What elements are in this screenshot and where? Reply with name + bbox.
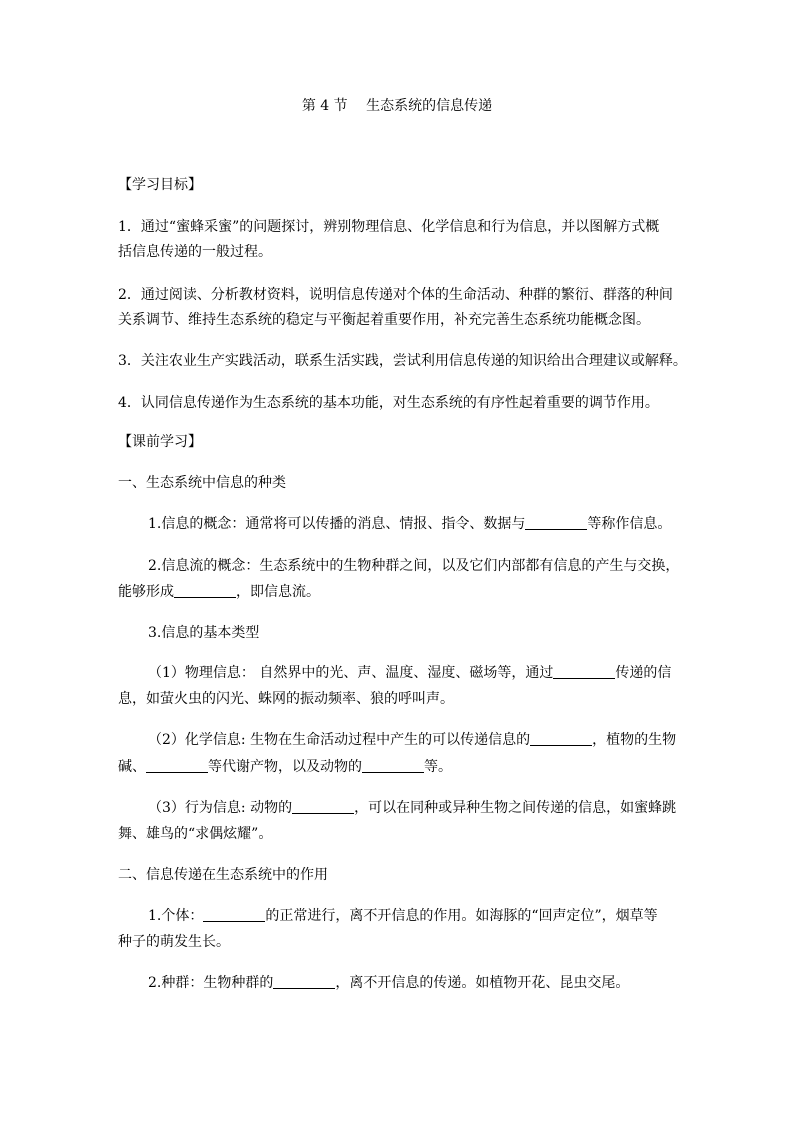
objective-4: 4．认同信息传递作为生态系统的基本功能，对生态系统的有序性起着重要的调节作用。 xyxy=(118,395,659,411)
population-text: 2.种群：生物种群的 xyxy=(148,975,274,991)
behavior-info-line-2: 舞、雄鸟的“求偶炫耀”。 xyxy=(118,826,273,842)
fill-blank[interactable] xyxy=(146,758,208,773)
population-tail: ，离不开信息的传递。如植物开花、昆虫交尾。 xyxy=(335,975,630,991)
chemical-info-tail: ，植物的生物 xyxy=(592,732,677,748)
info-flow-line-1: 2.信息流的概念：生态系统中的生物种群之间，以及它们内部都有信息的产生与交换， xyxy=(148,558,680,574)
chemical-info-text-3: 等代谢产物，以及动物的 xyxy=(208,759,362,775)
objective-3: 3．关注农业生产实践活动，联系生活实践，尝试利用信息传递的知识给出合理建议或解释。 xyxy=(118,353,687,369)
objective-1-line-2: 括信息传递的一般过程。 xyxy=(118,244,272,260)
section-1-heading: 一、生态系统中信息的种类 xyxy=(118,475,286,491)
population-line xyxy=(148,974,629,992)
info-flow-text: 能够形成 xyxy=(118,584,174,600)
fill-blank[interactable] xyxy=(292,799,354,814)
behavior-info-line-1 xyxy=(148,799,676,817)
behavior-info-tail: ，可以在同种或异种生物之间传递的信息，如蜜蜂跳 xyxy=(354,800,677,816)
fill-blank[interactable] xyxy=(362,758,424,773)
fill-blank[interactable] xyxy=(530,731,592,746)
individual-line-1 xyxy=(148,907,658,925)
info-concept-tail: 等称作信息。 xyxy=(587,516,672,532)
chemical-info-line-2 xyxy=(118,758,452,776)
chemical-info-text-2: 碱、 xyxy=(118,759,146,775)
chemical-info-text: （2）化学信息: 生物在生命活动过程中产生的可以传递信息的 xyxy=(148,732,531,748)
chemical-info-tail-2: 等。 xyxy=(424,759,452,775)
behavior-info-text: （3）行为信息: 动物的 xyxy=(148,800,293,816)
fill-blank[interactable] xyxy=(203,907,265,922)
physical-info-tail: 传递的信 xyxy=(615,665,672,681)
section-2-heading: 二、信息传递在生态系统中的作用 xyxy=(118,867,328,883)
objective-1-line-1: 1．通过“蜜蜂采蜜”的问题探讨，辨别物理信息、化学信息和行为信息，并以图解方式概 xyxy=(118,219,660,235)
physical-info-line-2: 息，如萤火虫的闪光、蛛网的振动频率、狼的呼叫声。 xyxy=(118,691,454,707)
info-types-heading: 3.信息的基本类型 xyxy=(148,625,260,641)
fill-blank[interactable] xyxy=(273,974,335,989)
physical-info-text: （1）物理信息： 自然界中的光、声、温度、湿度、磁场等，通过 xyxy=(148,665,554,681)
objective-2-line-2: 关系调节、维持生态系统的稳定与平衡起着重要作用，补充完善生态系统功能概念图。 xyxy=(118,312,650,328)
individual-line-2: 种子的萌发生长。 xyxy=(118,934,230,950)
fill-blank[interactable] xyxy=(174,583,236,598)
info-concept-text: 1.信息的概念：通常将可以传播的消息、情报、指令、数据与 xyxy=(148,516,526,532)
chemical-info-line-1 xyxy=(148,731,676,749)
info-concept-line xyxy=(148,515,671,533)
individual-tail: 的正常进行，离不开信息的作用。如海豚的“回声定位”，烟草等 xyxy=(265,908,658,924)
preclass-heading: 【课前学习】 xyxy=(118,434,202,450)
fill-blank[interactable] xyxy=(525,515,587,530)
objective-2-line-1: 2．通过阅读、分析教材资料，说明信息传递对个体的生命活动、种群的繁衍、群落的种间 xyxy=(118,287,673,303)
fill-blank[interactable] xyxy=(553,664,615,679)
physical-info-line-1 xyxy=(148,664,671,682)
objectives-heading: 【学习目标】 xyxy=(118,177,202,193)
individual-text: 1.个体： xyxy=(148,908,204,924)
info-flow-line-2 xyxy=(118,583,320,601)
page-title: 第 4 节 生态系统的信息传递 xyxy=(301,98,493,114)
info-flow-tail: ，即信息流。 xyxy=(236,584,320,600)
